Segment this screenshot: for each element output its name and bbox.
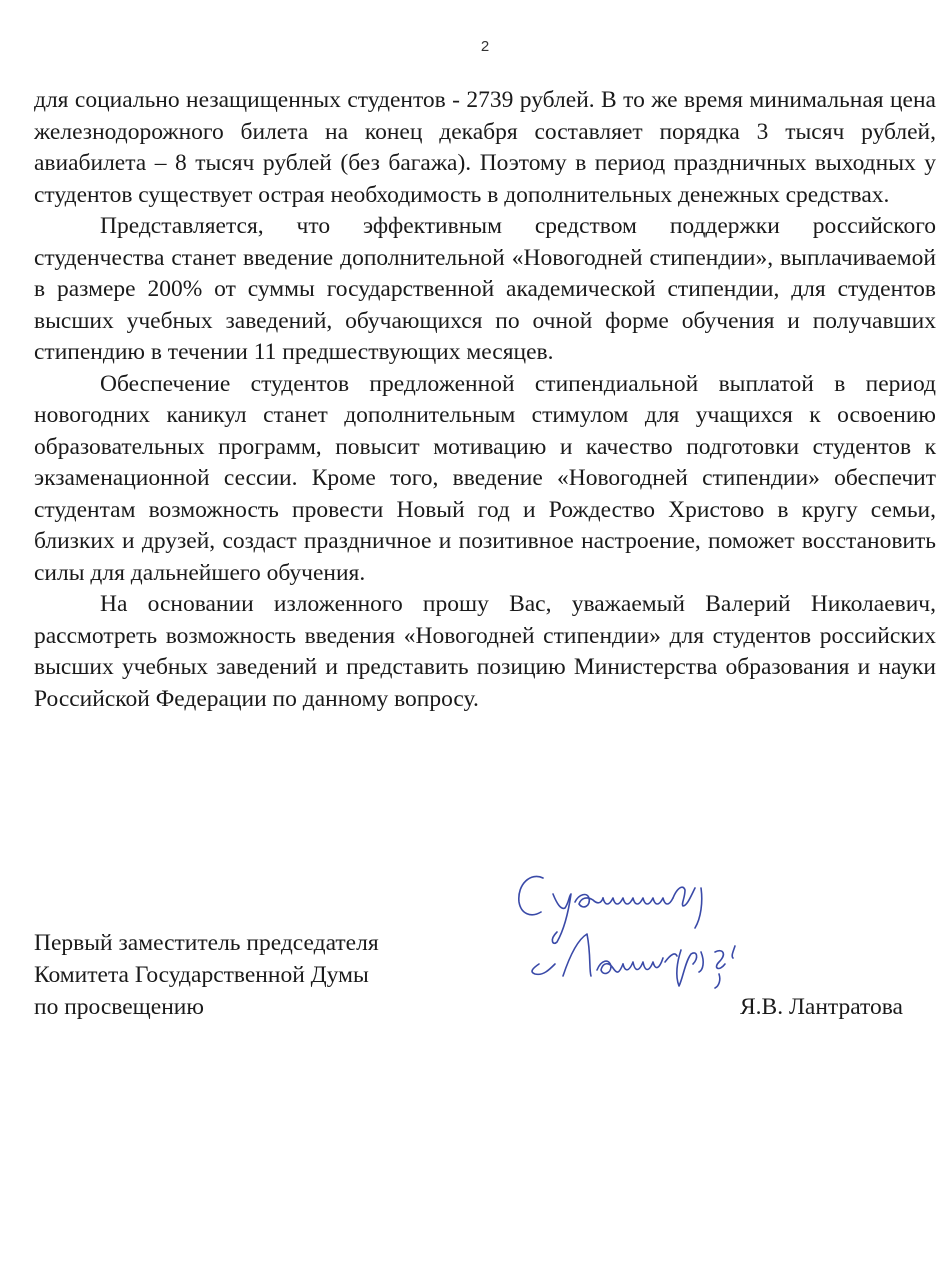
paragraph-benefits: Обеспечение студентов предложенной стипендиальной выплатой в период новогодних каникул станет дополнительным стимулом для учащихся к освоению образовательных программ, повысит мотивацию и качество подготовки студентов к экзаменационной сессии. Кроме того, введение «Новогодней стипендии» обеспечит студентам возможность провести Новый год и Рождество Христово в кругу семьи, близких и друзей, создаст праздничное и позитивное настроение, поможет восстановить силы для дальнейшего обучения. (34, 370, 936, 586)
signer-title-line-2: Комитета Государственной Думы (34, 962, 369, 988)
paragraph-cost-context: для социально незащищенных студентов - 2739 рублей. В то же время минимальная цена железнодорожного билета на конец декабря составляет порядка 3 тысяч рублей, авиабилета – 8 тысяч рублей (без багажа). Поэтому в период праздничных выходных у студентов существует острая необходимость в дополнительных денежных средствах. (34, 87, 936, 208)
handwritten-signature (505, 858, 805, 1008)
signer-title-line-3: по просвещению (34, 994, 204, 1020)
signer-title-line-1: Первый заместитель председателя (34, 930, 379, 956)
page-number: 2 (480, 38, 490, 55)
signer-name: Я.В. Лантратова (740, 994, 903, 1020)
signer-title (34, 927, 379, 1023)
paragraph-request: На основании изложенного прошу Вас, уважаемый Валерий Николаевич, рассмотреть возможность введения «Новогодней стипендии» для студентов российских высших учебных заведений и представить позицию Министерства образования и науки Российской Федерации по данному вопросу. (34, 591, 936, 712)
paragraph-proposal: Представляется, что эффективным средством поддержки российского студенчества станет введение дополнительной «Новогодней стипендии», выплачиваемой в размере 200% от суммы государственной академической стипендии, для студентов высших учебных заведений, обучающихся по очной форме обучения и получавших стипендию в течении 11 предшествующих месяцев. (34, 213, 936, 365)
letter-body (34, 85, 936, 715)
